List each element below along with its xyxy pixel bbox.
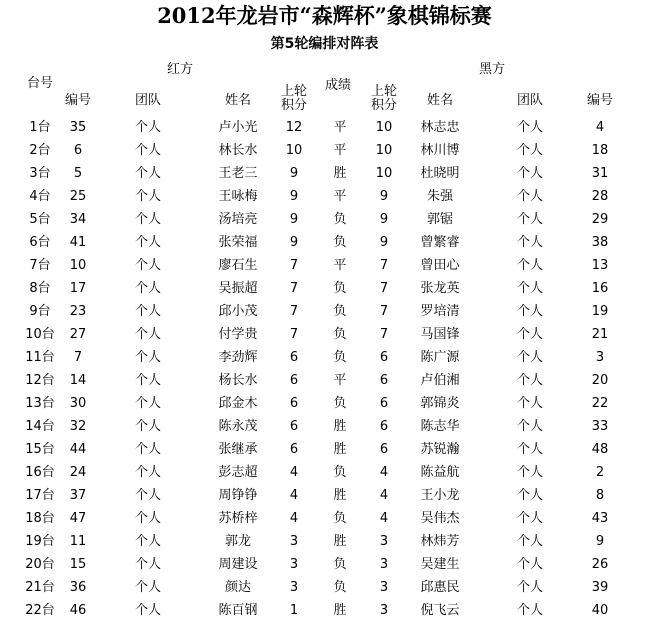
red-prev-points: 7 — [289, 327, 299, 342]
red-prev-points: 9 — [289, 235, 299, 250]
black-team-cell: 个人 — [516, 304, 543, 319]
red-prev-points: 6 — [289, 442, 299, 457]
black-prev-points: 10 — [375, 166, 393, 181]
table-row — [0, 484, 649, 507]
red-number-cell: 34 — [69, 212, 87, 227]
red-player-name: 王老三 — [218, 166, 258, 181]
red-team-cell: 个人 — [134, 557, 161, 572]
header-black-team: 团队 — [516, 93, 543, 108]
red-number-cell: 41 — [69, 235, 87, 250]
red-prev-points: 10 — [285, 143, 303, 158]
result-cell: 胜 — [333, 534, 347, 549]
black-player-name: 卢伯湘 — [420, 373, 460, 388]
black-prev-points: 6 — [379, 419, 389, 434]
red-number-cell: 30 — [69, 396, 87, 411]
red-number-cell: 44 — [69, 442, 87, 457]
red-player-name: 林长水 — [218, 143, 258, 158]
header-red-no: 编号 — [64, 93, 91, 108]
result-cell: 负 — [333, 580, 347, 595]
red-prev-points: 3 — [289, 557, 299, 572]
black-number-cell: 9 — [595, 534, 605, 549]
table-row — [0, 162, 649, 185]
black-team-cell: 个人 — [516, 465, 543, 480]
board-cell: 2台 — [29, 143, 51, 158]
red-prev-points: 7 — [289, 304, 299, 319]
red-number-cell: 47 — [69, 511, 87, 526]
table-row — [0, 507, 649, 530]
black-number-cell: 38 — [591, 235, 609, 250]
table-row — [0, 300, 649, 323]
header-black-side: 黑方 — [478, 62, 505, 77]
black-number-cell: 3 — [595, 350, 605, 365]
red-player-name: 郭龙 — [224, 534, 251, 549]
board-cell: 14台 — [25, 419, 55, 434]
result-cell: 负 — [333, 304, 347, 319]
red-player-name: 张荣福 — [218, 235, 258, 250]
red-number-cell: 37 — [69, 488, 87, 503]
result-cell: 胜 — [333, 603, 347, 618]
red-player-name: 周铮铮 — [218, 488, 258, 503]
red-team-cell: 个人 — [134, 304, 161, 319]
black-prev-points: 6 — [379, 442, 389, 457]
red-player-name: 邱小茂 — [218, 304, 258, 319]
table-row — [0, 415, 649, 438]
red-player-name: 吴振超 — [218, 281, 258, 296]
red-player-name: 彭志超 — [218, 465, 258, 480]
result-cell: 胜 — [333, 442, 347, 457]
black-player-name: 马国锋 — [420, 327, 460, 342]
red-team-cell: 个人 — [134, 166, 161, 181]
result-cell: 平 — [333, 189, 347, 204]
black-team-cell: 个人 — [516, 143, 543, 158]
red-player-name: 李劲辉 — [218, 350, 258, 365]
red-team-cell: 个人 — [134, 396, 161, 411]
result-cell: 胜 — [333, 166, 347, 181]
table-row — [0, 576, 649, 599]
board-cell: 16台 — [25, 465, 55, 480]
red-number-cell: 7 — [73, 350, 83, 365]
black-prev-points: 7 — [379, 258, 389, 273]
red-team-cell: 个人 — [134, 327, 161, 342]
red-player-name: 颜达 — [224, 580, 251, 595]
table-row — [0, 277, 649, 300]
red-team-cell: 个人 — [134, 143, 161, 158]
red-prev-points: 7 — [289, 258, 299, 273]
pairing-table — [0, 116, 649, 622]
black-player-name: 陈广源 — [420, 350, 460, 365]
black-prev-points: 3 — [379, 603, 389, 618]
table-row — [0, 346, 649, 369]
black-team-cell: 个人 — [516, 511, 543, 526]
red-player-name: 付学贵 — [218, 327, 258, 342]
black-team-cell: 个人 — [516, 603, 543, 618]
board-cell: 13台 — [25, 396, 55, 411]
table-row — [0, 530, 649, 553]
black-player-name: 陈益航 — [420, 465, 460, 480]
result-cell: 负 — [333, 212, 347, 227]
black-team-cell: 个人 — [516, 580, 543, 595]
board-cell: 4台 — [29, 189, 51, 204]
red-team-cell: 个人 — [134, 442, 161, 457]
red-number-cell: 17 — [69, 281, 87, 296]
red-player-name: 周建设 — [218, 557, 258, 572]
board-cell: 12台 — [25, 373, 55, 388]
black-number-cell: 22 — [591, 396, 609, 411]
black-team-cell: 个人 — [516, 212, 543, 227]
black-prev-points: 3 — [379, 580, 389, 595]
black-prev-points: 6 — [379, 396, 389, 411]
red-player-name: 廖石生 — [218, 258, 258, 273]
red-number-cell: 10 — [69, 258, 87, 273]
red-player-name: 汤培亮 — [218, 212, 258, 227]
red-team-cell: 个人 — [134, 534, 161, 549]
red-number-cell: 32 — [69, 419, 87, 434]
header-board: 台号 — [26, 76, 53, 91]
black-number-cell: 13 — [591, 258, 609, 273]
black-prev-points: 4 — [379, 488, 389, 503]
black-number-cell: 26 — [591, 557, 609, 572]
board-cell: 20台 — [25, 557, 55, 572]
red-number-cell: 36 — [69, 580, 87, 595]
black-prev-points: 4 — [379, 465, 389, 480]
table-row — [0, 599, 649, 622]
header-red-team: 团队 — [134, 93, 161, 108]
black-team-cell: 个人 — [516, 235, 543, 250]
red-prev-points: 6 — [289, 396, 299, 411]
black-prev-points: 7 — [379, 281, 389, 296]
red-number-cell: 23 — [69, 304, 87, 319]
black-player-name: 张龙英 — [420, 281, 460, 296]
black-prev-points: 10 — [375, 143, 393, 158]
red-number-cell: 46 — [69, 603, 87, 618]
black-team-cell: 个人 — [516, 189, 543, 204]
red-player-name: 张继承 — [218, 442, 258, 457]
table-row — [0, 553, 649, 576]
table-row — [0, 208, 649, 231]
red-prev-points: 9 — [289, 166, 299, 181]
red-prev-points: 1 — [289, 603, 299, 618]
board-cell: 5台 — [29, 212, 51, 227]
header-black-name: 姓名 — [426, 93, 453, 108]
black-team-cell: 个人 — [516, 419, 543, 434]
result-cell: 负 — [333, 557, 347, 572]
board-cell: 19台 — [25, 534, 55, 549]
black-team-cell: 个人 — [516, 396, 543, 411]
black-prev-points: 10 — [375, 120, 393, 135]
table-row — [0, 438, 649, 461]
black-number-cell: 16 — [591, 281, 609, 296]
black-prev-points: 7 — [379, 327, 389, 342]
black-player-name: 吴建生 — [420, 557, 460, 572]
black-player-name: 曾田心 — [420, 258, 460, 273]
black-player-name: 倪飞云 — [420, 603, 460, 618]
black-prev-points: 6 — [379, 350, 389, 365]
black-prev-points: 7 — [379, 304, 389, 319]
result-cell: 负 — [333, 350, 347, 365]
black-number-cell: 29 — [591, 212, 609, 227]
board-cell: 6台 — [29, 235, 51, 250]
black-player-name: 郭锯 — [426, 212, 453, 227]
black-number-cell: 8 — [595, 488, 605, 503]
black-number-cell: 43 — [591, 511, 609, 526]
black-player-name: 罗培清 — [420, 304, 460, 319]
header-black-prev-line2: 积分 — [370, 98, 397, 113]
black-number-cell: 2 — [595, 465, 605, 480]
board-cell: 8台 — [29, 281, 51, 296]
result-cell: 胜 — [333, 419, 347, 434]
red-number-cell: 11 — [69, 534, 87, 549]
black-prev-points: 9 — [379, 212, 389, 227]
black-prev-points: 4 — [379, 511, 389, 526]
black-number-cell: 33 — [591, 419, 609, 434]
table-row — [0, 185, 649, 208]
black-team-cell: 个人 — [516, 534, 543, 549]
black-number-cell: 4 — [595, 120, 605, 135]
red-team-cell: 个人 — [134, 235, 161, 250]
red-player-name: 邱金木 — [218, 396, 258, 411]
black-player-name: 郭锦炎 — [420, 396, 460, 411]
board-cell: 9台 — [29, 304, 51, 319]
black-team-cell: 个人 — [516, 327, 543, 342]
header-result: 成绩 — [324, 78, 351, 93]
table-row — [0, 116, 649, 139]
red-number-cell: 15 — [69, 557, 87, 572]
black-team-cell: 个人 — [516, 442, 543, 457]
result-cell: 负 — [333, 396, 347, 411]
red-team-cell: 个人 — [134, 419, 161, 434]
black-team-cell: 个人 — [516, 488, 543, 503]
table-row — [0, 139, 649, 162]
red-team-cell: 个人 — [134, 603, 161, 618]
board-cell: 1台 — [29, 120, 51, 135]
header-black-prev-line1: 上轮 — [370, 84, 397, 99]
header-red-prev-line1: 上轮 — [280, 84, 307, 99]
red-team-cell: 个人 — [134, 580, 161, 595]
black-player-name: 林炜芳 — [420, 534, 460, 549]
table-row — [0, 392, 649, 415]
result-cell: 平 — [333, 143, 347, 158]
black-player-name: 苏锐瀚 — [420, 442, 460, 457]
black-prev-points: 6 — [379, 373, 389, 388]
black-team-cell: 个人 — [516, 557, 543, 572]
red-prev-points: 6 — [289, 419, 299, 434]
red-player-name: 陈百钢 — [218, 603, 258, 618]
black-player-name: 林志忠 — [420, 120, 460, 135]
page-title: 2012年龙岩市“森辉杯”象棋锦标赛 — [157, 3, 492, 28]
red-number-cell: 5 — [73, 166, 83, 181]
board-cell: 7台 — [29, 258, 51, 273]
result-cell: 平 — [333, 373, 347, 388]
result-cell: 负 — [333, 327, 347, 342]
red-team-cell: 个人 — [134, 281, 161, 296]
red-player-name: 陈永茂 — [218, 419, 258, 434]
red-number-cell: 35 — [69, 120, 87, 135]
red-number-cell: 27 — [69, 327, 87, 342]
black-prev-points: 3 — [379, 534, 389, 549]
table-row — [0, 231, 649, 254]
red-prev-points: 7 — [289, 281, 299, 296]
table-row — [0, 323, 649, 346]
red-team-cell: 个人 — [134, 511, 161, 526]
table-row — [0, 461, 649, 484]
result-cell: 负 — [333, 465, 347, 480]
red-team-cell: 个人 — [134, 120, 161, 135]
black-player-name: 杜晓明 — [420, 166, 460, 181]
black-team-cell: 个人 — [516, 258, 543, 273]
header-red-name: 姓名 — [224, 93, 251, 108]
black-number-cell: 28 — [591, 189, 609, 204]
red-prev-points: 6 — [289, 350, 299, 365]
red-team-cell: 个人 — [134, 465, 161, 480]
red-prev-points: 3 — [289, 534, 299, 549]
black-prev-points: 9 — [379, 235, 389, 250]
black-team-cell: 个人 — [516, 166, 543, 181]
result-cell: 胜 — [333, 488, 347, 503]
board-cell: 18台 — [25, 511, 55, 526]
black-prev-points: 3 — [379, 557, 389, 572]
black-player-name: 曾繁睿 — [420, 235, 460, 250]
black-player-name: 陈志华 — [420, 419, 460, 434]
black-player-name: 邱惠民 — [420, 580, 460, 595]
header-red-prev-line2: 积分 — [280, 98, 307, 113]
table-row — [0, 254, 649, 277]
result-cell: 负 — [333, 281, 347, 296]
red-team-cell: 个人 — [134, 373, 161, 388]
black-player-name: 朱强 — [426, 189, 453, 204]
red-prev-points: 3 — [289, 580, 299, 595]
red-prev-points: 9 — [289, 189, 299, 204]
board-cell: 17台 — [25, 488, 55, 503]
red-player-name: 杨长水 — [218, 373, 258, 388]
red-number-cell: 25 — [69, 189, 87, 204]
result-cell: 平 — [333, 258, 347, 273]
red-number-cell: 6 — [73, 143, 83, 158]
black-number-cell: 39 — [591, 580, 609, 595]
black-team-cell: 个人 — [516, 281, 543, 296]
round-subtitle: 第5轮编排对阵表 — [270, 36, 379, 52]
black-team-cell: 个人 — [516, 120, 543, 135]
red-team-cell: 个人 — [134, 212, 161, 227]
black-number-cell: 20 — [591, 373, 609, 388]
board-cell: 21台 — [25, 580, 55, 595]
black-number-cell: 19 — [591, 304, 609, 319]
red-team-cell: 个人 — [134, 189, 161, 204]
red-player-name: 王咏梅 — [218, 189, 258, 204]
result-cell: 平 — [333, 120, 347, 135]
red-team-cell: 个人 — [134, 258, 161, 273]
red-number-cell: 14 — [69, 373, 87, 388]
red-prev-points: 4 — [289, 465, 299, 480]
result-cell: 负 — [333, 511, 347, 526]
board-cell: 15台 — [25, 442, 55, 457]
board-cell: 22台 — [25, 603, 55, 618]
black-player-name: 林川博 — [420, 143, 460, 158]
board-cell: 3台 — [29, 166, 51, 181]
red-prev-points: 9 — [289, 212, 299, 227]
black-number-cell: 21 — [591, 327, 609, 342]
red-prev-points: 6 — [289, 373, 299, 388]
red-prev-points: 4 — [289, 511, 299, 526]
red-prev-points: 4 — [289, 488, 299, 503]
header-black-no: 编号 — [586, 93, 613, 108]
black-team-cell: 个人 — [516, 350, 543, 365]
red-number-cell: 24 — [69, 465, 87, 480]
black-number-cell: 31 — [591, 166, 609, 181]
board-cell: 11台 — [25, 350, 55, 365]
table-row — [0, 369, 649, 392]
header-red-side: 红方 — [166, 62, 193, 77]
red-prev-points: 12 — [285, 120, 303, 135]
black-number-cell: 18 — [591, 143, 609, 158]
red-team-cell: 个人 — [134, 488, 161, 503]
black-player-name: 王小龙 — [420, 488, 460, 503]
black-player-name: 吴伟杰 — [420, 511, 460, 526]
black-number-cell: 48 — [591, 442, 609, 457]
red-player-name: 苏桥梓 — [218, 511, 258, 526]
black-prev-points: 9 — [379, 189, 389, 204]
red-team-cell: 个人 — [134, 350, 161, 365]
result-cell: 负 — [333, 235, 347, 250]
black-team-cell: 个人 — [516, 373, 543, 388]
red-player-name: 卢小光 — [218, 120, 258, 135]
board-cell: 10台 — [25, 327, 55, 342]
black-number-cell: 40 — [591, 603, 609, 618]
